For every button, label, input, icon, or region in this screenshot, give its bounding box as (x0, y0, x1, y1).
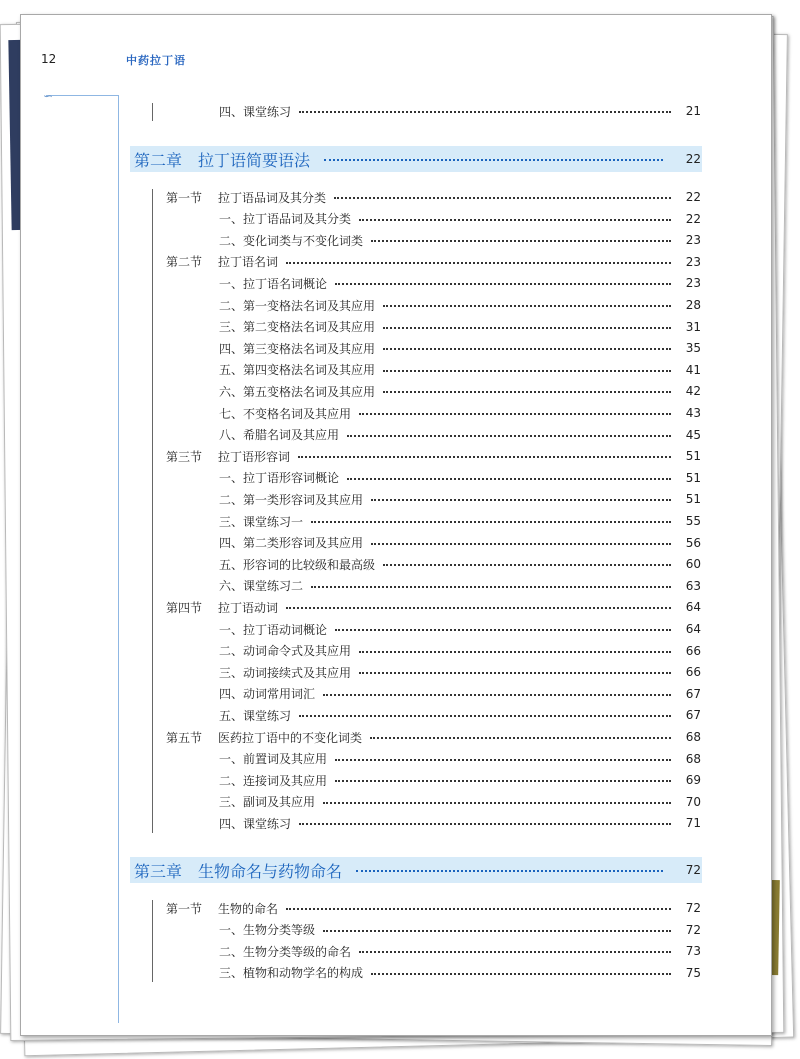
leader-dots (383, 564, 671, 566)
leader-dots (323, 802, 671, 804)
leader-dots (359, 672, 671, 674)
toc-item[interactable] (219, 360, 701, 380)
toc-item[interactable] (219, 101, 701, 121)
section-title: 拉丁语名词 (218, 255, 279, 270)
toc-item[interactable] (219, 963, 701, 983)
leader-dots (286, 607, 671, 609)
toc-item[interactable] (219, 403, 701, 423)
toc-item[interactable] (219, 533, 701, 553)
leader-dots (311, 586, 671, 588)
toc-item-label: 五、课堂练习 (219, 708, 292, 723)
section-number: 第一节 (166, 190, 203, 205)
leader-dots (371, 499, 671, 501)
leader-dots (371, 543, 671, 545)
toc-section[interactable] (166, 446, 701, 466)
leader-dots (383, 305, 671, 307)
leader-dots (335, 283, 671, 285)
leader-dots (299, 715, 671, 717)
toc-item[interactable] (219, 381, 701, 401)
toc-item-label: 六、课堂练习二 (219, 579, 304, 594)
toc-item-page: 23 (685, 233, 701, 248)
toc-item[interactable] (219, 489, 701, 509)
toc-item-label: 七、不变格名词及其应用 (219, 406, 352, 421)
section-title: 拉丁语形容词 (218, 449, 291, 464)
section-page: 22 (685, 190, 701, 204)
toc-section[interactable] (166, 597, 701, 617)
toc-item[interactable] (219, 576, 701, 596)
toc-item-page: 35 (685, 341, 701, 356)
chapter-page: 22 (685, 152, 701, 166)
section-page: 72 (685, 901, 701, 915)
section-page: 23 (685, 254, 701, 269)
toc-section[interactable] (166, 187, 701, 207)
leader-dots (286, 908, 671, 910)
section-number: 第四节 (166, 600, 203, 615)
toc-item[interactable] (219, 941, 701, 961)
margin-frame-line (118, 95, 119, 1023)
toc-item-label: 五、形容词的比较级和最高级 (219, 557, 376, 572)
header-frame-line (46, 95, 119, 96)
toc-item-label: 二、变化词类与不变化词类 (219, 233, 364, 248)
toc-item-page: 72 (685, 922, 701, 937)
toc-item-page: 55 (685, 514, 701, 528)
section-title: 拉丁语动词 (218, 600, 279, 615)
section-title: 生物的命名 (218, 901, 279, 916)
section-page: 51 (685, 449, 701, 464)
section-page: 64 (685, 600, 701, 615)
toc-item-label: 一、生物分类等级 (219, 923, 316, 938)
leader-dots (335, 780, 671, 782)
chapter-number: 第三章 (134, 861, 183, 881)
leader-dots (299, 823, 671, 825)
leader-dots (383, 348, 671, 350)
section-title: 拉丁语品词及其分类 (218, 190, 327, 205)
chapter-title: 生物命名与药物命名 (198, 861, 343, 881)
leader-dots (335, 629, 671, 631)
toc-section[interactable] (166, 727, 701, 747)
toc-item-label: 四、动词常用词汇 (219, 687, 316, 702)
toc-item-label: 三、第二变格法名词及其应用 (219, 320, 376, 335)
chapter-title: 拉丁语简要语法 (198, 150, 311, 170)
toc-item-page: 22 (685, 211, 701, 226)
toc-item[interactable] (219, 554, 701, 574)
toc-item[interactable] (219, 684, 701, 704)
toc-item-page: 66 (685, 665, 701, 680)
leader-dots (359, 413, 671, 415)
leader-dots (371, 973, 671, 975)
leader-dots (299, 111, 671, 113)
toc-page (20, 14, 772, 1036)
toc-item-page: 75 (685, 965, 701, 980)
chapter-heading[interactable] (130, 146, 702, 172)
toc-item-page: 67 (685, 708, 701, 723)
leader-dots (298, 456, 671, 458)
toc-item-page: 45 (685, 427, 701, 442)
toc-item-label: 三、课堂练习一 (219, 514, 304, 529)
toc-item[interactable] (219, 338, 701, 358)
section-number: 第五节 (166, 730, 203, 745)
toc-item-label: 四、第二类形容词及其应用 (219, 536, 364, 551)
section-number: 第一节 (166, 901, 203, 916)
leader-dots (347, 435, 671, 437)
toc-item[interactable] (219, 792, 701, 812)
chapter-heading[interactable] (130, 857, 702, 883)
leader-dots (335, 759, 671, 761)
toc-item[interactable] (219, 317, 701, 337)
toc-item[interactable] (219, 641, 701, 661)
ornament-icon: ∽ (43, 89, 54, 103)
toc-item-page: 70 (685, 794, 701, 809)
toc-item-page: 73 (685, 944, 701, 959)
toc-item[interactable] (219, 770, 701, 790)
toc-item-label: 五、第四变格法名词及其应用 (219, 363, 376, 378)
toc-item-page: 67 (685, 686, 701, 701)
leader-dots (311, 521, 671, 523)
leader-dots (370, 737, 671, 739)
leader-dots (359, 951, 671, 953)
toc-item[interactable] (219, 273, 701, 293)
leader-dots (356, 870, 663, 872)
leader-dots (347, 478, 671, 480)
toc-item[interactable] (219, 209, 701, 229)
toc-item-page: 28 (685, 298, 701, 312)
toc-item-label: 四、课堂练习 (219, 104, 292, 119)
leader-dots (383, 327, 671, 329)
toc-item[interactable] (219, 813, 701, 833)
toc-item-label: 四、课堂练习 (219, 816, 292, 831)
leader-dots (323, 930, 671, 932)
toc-item[interactable] (219, 230, 701, 250)
page-number: 12 (41, 52, 57, 66)
toc-item-page: 63 (685, 578, 701, 593)
leader-dots (324, 159, 663, 161)
leader-dots (371, 240, 671, 242)
leader-dots (286, 262, 671, 264)
chapter-page: 72 (685, 863, 701, 877)
toc-item-label: 八、希腊名词及其应用 (219, 428, 340, 443)
leader-dots (383, 370, 671, 372)
toc-item-page: 71 (685, 816, 701, 831)
toc-item-page: 69 (685, 773, 701, 788)
toc-item-page: 21 (685, 104, 701, 118)
section-bracket-line (152, 189, 153, 833)
toc-item-label: 三、动词接续式及其应用 (219, 665, 352, 680)
toc-item[interactable] (219, 468, 701, 488)
chapter-number: 第二章 (134, 150, 183, 170)
toc-item-page: 51 (685, 492, 701, 507)
toc-item-label: 二、动词命令式及其应用 (219, 644, 352, 659)
toc-item-page: 66 (685, 643, 701, 658)
toc-item[interactable] (219, 511, 701, 531)
toc-item-page: 41 (685, 362, 701, 377)
toc-item[interactable] (219, 619, 701, 639)
toc-item-label: 二、第一类形容词及其应用 (219, 492, 364, 507)
section-title: 医药拉丁语中的不变化词类 (218, 730, 363, 745)
section-number: 第二节 (166, 255, 203, 270)
leader-dots (359, 651, 671, 653)
toc-item-label: 一、拉丁语形容词概论 (219, 471, 340, 486)
leader-dots (359, 219, 671, 221)
toc-item[interactable] (219, 920, 701, 940)
leader-dots (323, 694, 671, 696)
toc-item-page: 60 (685, 557, 701, 572)
toc-item-page: 42 (685, 384, 701, 399)
toc-item-label: 一、前置词及其应用 (219, 752, 328, 767)
leader-dots (334, 197, 671, 199)
toc-item-page: 68 (685, 751, 701, 766)
toc-item-page: 23 (685, 276, 701, 291)
toc-item-page: 43 (685, 406, 701, 420)
toc-item[interactable] (219, 662, 701, 682)
toc-item-label: 二、连接词及其应用 (219, 773, 328, 788)
toc-item-label: 三、副词及其应用 (219, 795, 316, 810)
toc-item-page: 51 (685, 470, 701, 485)
running-header-title: 中药拉丁语 (126, 54, 186, 67)
toc-item[interactable] (219, 295, 701, 315)
toc-item-label: 三、植物和动物学名的构成 (219, 966, 364, 981)
section-bracket-line (152, 900, 153, 982)
section-page: 68 (685, 730, 701, 744)
toc-item[interactable] (219, 425, 701, 445)
toc-item-page: 56 (685, 535, 701, 550)
toc-item-label: 二、生物分类等级的命名 (219, 944, 352, 959)
section-number: 第三节 (166, 449, 203, 464)
toc-item-label: 一、拉丁语名词概论 (219, 276, 328, 291)
toc-item-label: 四、第三变格法名词及其应用 (219, 341, 376, 356)
toc-item-label: 二、第一变格法名词及其应用 (219, 298, 376, 313)
toc-item-label: 六、第五变格法名词及其应用 (219, 384, 376, 399)
toc-section[interactable] (166, 252, 701, 272)
toc-section[interactable] (166, 898, 701, 918)
toc-item-page: 64 (685, 622, 701, 636)
section-bracket-line (152, 103, 153, 121)
toc-item-page: 31 (685, 319, 701, 334)
toc-item[interactable] (219, 705, 701, 725)
toc-item-label: 一、拉丁语品词及其分类 (219, 212, 352, 227)
toc-item[interactable] (219, 749, 701, 769)
toc-item-label: 一、拉丁语动词概论 (219, 622, 328, 637)
leader-dots (383, 391, 671, 393)
